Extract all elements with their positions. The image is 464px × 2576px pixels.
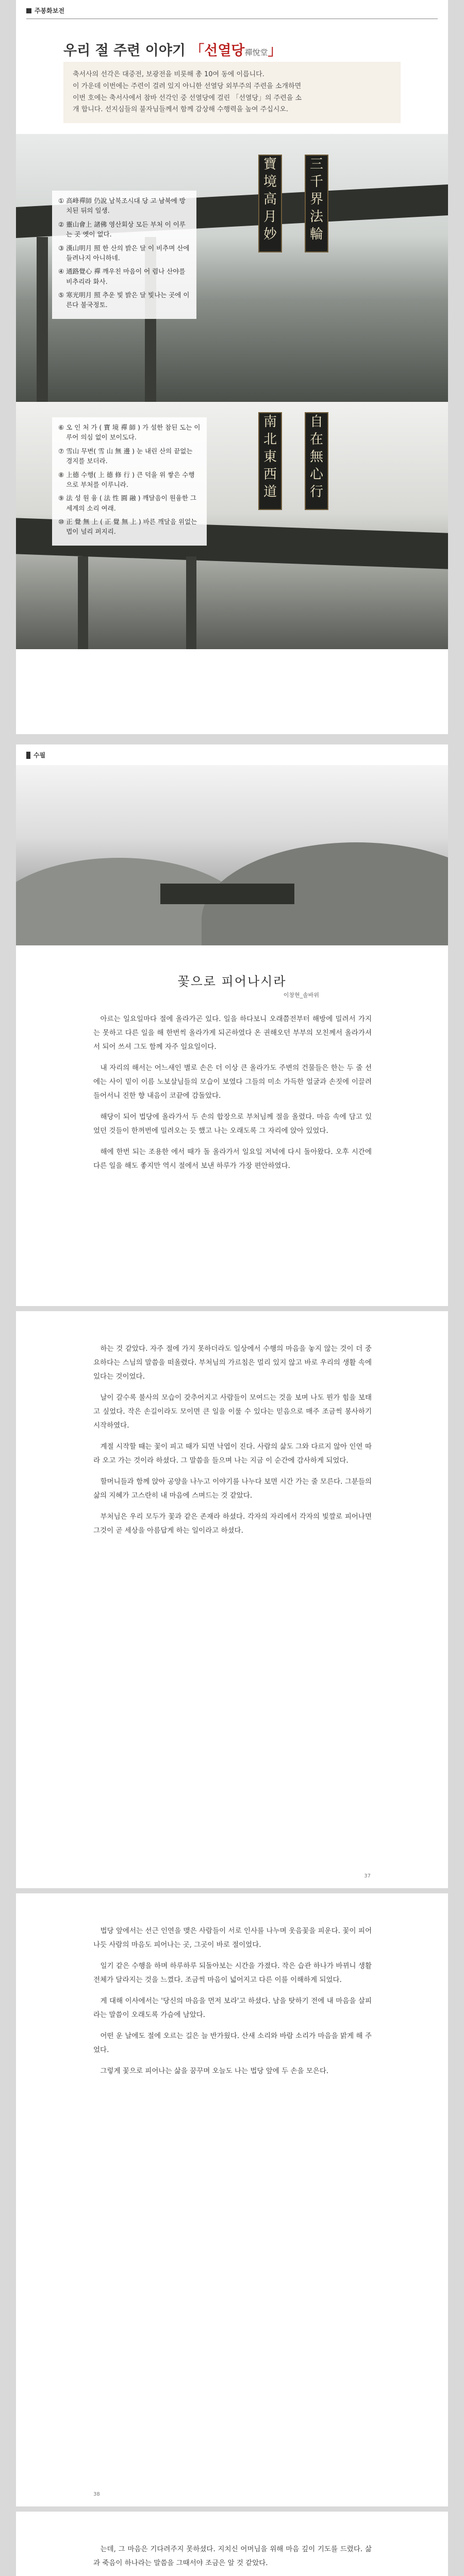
juryeon-board-2: [305, 155, 328, 252]
temple-hall-photo-1: [16, 134, 448, 402]
callout-item: [58, 493, 201, 513]
callout-item: [58, 243, 190, 263]
intro-line: 이 가운데 이번에는 주련이 걸려 있지 아니한 선열당 외부주의 주련을 소개하면: [73, 82, 302, 90]
paragraph: 날이 갈수록 불사의 모습이 갖추어지고 사람들이 모여드는 것을 보며 나도 뭔가 힘을 보태고 싶었다. 작은 손길이라도 모이면 큰 일을 이룰 수 있다는 믿음으로 매주 조금씩 봉사하기 시작하였다.: [93, 1394, 372, 1430]
section-marker-icon: [26, 8, 31, 13]
paragraph: 하는 것 같았다. 자주 절에 가지 못하더라도 일상에서 수행의 마음을 놓지 않는 것이 더 중요하다는 스님의 말씀을 떠올렸다. 부처님의 가르침은 멀리 있지 않고 바로 우리의 생활 속에 있다는 것이었다.: [93, 1345, 372, 1381]
callout-item: [58, 470, 201, 490]
callout-item: [58, 446, 201, 466]
chapter-tab: [26, 751, 45, 759]
temple-hall-photo-2: [16, 402, 448, 649]
board-char: 輪: [309, 227, 323, 242]
temple-roof: [160, 884, 294, 904]
paragraph: 일기 같은 수행을 하며 하루하루 되돌아보는 시간을 가졌다. 작은 습관 하나가 바뀌니 생활 전체가 달라지는 것을 느꼈다. 조금씩 마음이 넓어지고 다른 이를 이해하게 되었다.: [93, 1962, 372, 1984]
board-char: 千: [309, 174, 323, 190]
callout-item: [58, 290, 190, 310]
series-title-prefix: 우리 절 주련 이야기: [63, 43, 191, 59]
callout-item: [58, 219, 190, 240]
temple-landscape-photo: [16, 765, 448, 945]
paragraph: 할머니들과 함께 앉아 공양을 나누고 이야기를 나누다 보면 시간 가는 줄 모른다. 그분들의 삶의 지혜가 고스란히 내 마음에 스며드는 것 같았다.: [93, 1478, 372, 1500]
callout-text: 高峰禪師 仍說 남북조시대 당 고 남북에 방치된 뒤의 일생.: [66, 197, 186, 215]
juryeon-board-3: [258, 412, 282, 510]
callout-number: ①: [58, 197, 64, 205]
board-char: 妙: [263, 227, 277, 242]
intro-line: 축서사의 선각은 대중전, 보광전을 비롯해 총 10여 동에 이릅니다.: [73, 71, 264, 78]
pillar: [78, 556, 88, 649]
callout-number: ⑩: [58, 518, 64, 526]
page-essay-continued: [16, 2512, 448, 2576]
page-juryeon-feature: [16, 0, 448, 734]
callout-number: ⑧: [58, 470, 64, 479]
callout-text: 法 성 원 융 ( 法 性 圓 融 ) 깨달음이 원융한 그 세계의 소리 여래.: [66, 494, 196, 512]
page-essay-opening: [16, 744, 448, 1306]
paragraph: 계절 시작할 때는 꽃이 피고 때가 되면 낙엽이 진다. 사람의 삶도 그와 다르지 않아 인연 따라 오고 가는 것이라 하셨다. 그 말씀을 들으며 나는 지금 이 순간에 감사하게 되었다.: [93, 1443, 372, 1465]
callout-number: ⑨: [58, 494, 64, 502]
page-essay-continued: [16, 1311, 448, 1888]
paragraph: 어떤 운 날에도 절에 오르는 길은 늘 반가웠다. 산새 소리와 바람 소리가 마음을 맑게 해 주었다.: [93, 2032, 372, 2054]
series-title-suffix: 」: [268, 43, 282, 59]
paragraph: 법당 앞에서는 선근 인연을 맺은 사람들이 서로 인사를 나누며 웃음꽃을 피운다. 꽃이 피어나듯 사람의 마음도 피어나는 곳, 그곳이 바로 절이었다.: [93, 1927, 372, 1949]
board-char: 自: [309, 414, 323, 430]
callout-text: 上德 수행( 上 德 修 行 ) 큰 덕을 위 쌓은 수행으로 부처를 이루니라.: [66, 470, 195, 488]
paragraph: 는데, 그 마음은 기다려주지 못하셨다. 지치신 어머님을 위해 마음 깊이 기도를 드렸다. 삶과 죽음이 하나라는 말씀을 그때서야 조금은 알 것 같았다.: [93, 2545, 372, 2567]
board-char: 心: [309, 467, 323, 482]
series-title-hanja: 禪悅堂: [244, 48, 268, 57]
callout-item: [58, 422, 201, 443]
juryeon-board-1: [258, 155, 282, 252]
paragraph: 해당이 되어 법당에 올라가서 두 손의 합장으로 부처님께 절을 올렸다. 마음 속에 담고 있었던 것들이 한꺼번에 밀려오는 듯 했고 나는 오래도록 그 자리에 앉아 있었다.: [93, 1113, 372, 1135]
intro-box: [63, 62, 401, 123]
paragraph: 게 대해 이사에서는 '당신의 마음을 먼저 보라'고 하셨다. 남을 탓하기 전에 내 마음을 살피라는 말씀이 오래도록 가슴에 남았다.: [93, 1997, 372, 2019]
page-essay-continued: [16, 1893, 448, 2506]
callout-text: 漢山明月 照 한 산의 밝은 달 이 비추며 산에 들려나지 아니하네.: [66, 244, 190, 262]
board-char: 東: [263, 449, 277, 465]
board-char: 南: [263, 414, 277, 430]
callout-number: ③: [58, 244, 64, 252]
callout-item: [58, 266, 190, 286]
essay-body: [93, 1342, 372, 1545]
callout-number: ④: [58, 267, 64, 276]
section-tab-label: 주봉화보전: [35, 7, 64, 14]
callout-number: ⑦: [58, 447, 64, 455]
board-char: 三: [309, 157, 323, 172]
callout-text: 雪山 무변( 雪 山 無 邊 ) 눈 내린 산의 끝없는 경지를 보더라.: [66, 447, 193, 465]
series-title-accent: 「선열당: [190, 43, 245, 59]
callout-item: [58, 196, 190, 216]
section-tab: [26, 6, 64, 15]
board-char: 北: [263, 432, 277, 447]
callout-number: ⑥: [58, 423, 64, 431]
callout-item: [58, 517, 201, 537]
board-char: 無: [309, 449, 323, 465]
callouts-top: [52, 191, 196, 319]
callout-text: 寒光明月 照 추운 빛 밝은 달 빛나는 곳에 이른다 불국정토.: [66, 291, 190, 309]
chapter-marker-icon: [26, 752, 30, 759]
paragraph: 아르는 일요일마다 절에 올라가곤 있다. 일을 하다보니 오래쯤전부터 해방에 밀려서 가지는 못하고 다른 일을 해 한번씩 올라가게 되곤하였다 온 권해오던 부부의 모친께서 올라가셔서 되어 쓰셔 그도 함께 자주 일요일이다.: [93, 1015, 372, 1051]
pillar: [37, 237, 48, 402]
paragraph: 해에 한번 되는 조용한 에서 때가 돌 올라가서 일요일 저녁에 다시 돌아왔다. 오후 시간에 다른 일을 해도 좋지만 역시 절에서 보낸 하루가 가장 편안하였다.: [93, 1148, 372, 1170]
series-title: [63, 39, 282, 59]
board-char: 在: [309, 432, 323, 447]
essay-body: [93, 1012, 372, 1180]
intro-line: 이번 호에는 축서사에서 참바 선각인 중 선열당에 걸린 「선열당」의 주련을 소: [73, 94, 302, 102]
callout-text: 正 覺 無 上 ( 正 覺 無 上 ) 바른 깨달음 위없는 법이 널리 퍼지리.: [66, 518, 197, 536]
callout-number: ②: [58, 220, 64, 228]
pillar: [186, 556, 196, 649]
callout-text: 오 인 처 가 ( 寶 境 禪 師 ) 가 설한 참된 도는 이루어 의심 없이 보이도다.: [66, 423, 201, 442]
callout-text: 靈山會上 諸佛 영산회상 모든 부처 이 이루는 곳 옛이 없다.: [66, 220, 186, 239]
juryeon-board-4: [305, 412, 328, 510]
paragraph: 그렇게 꽃으로 피어나는 삶을 꿈꾸며 오늘도 나는 법당 앞에 두 손을 모은다.: [100, 2067, 329, 2075]
essay-title: 꽃으로 피어나시라: [177, 974, 287, 989]
callout-text: 通路覺心 禪 깨우친 마음이 어 렴나 산야를 비추리라 화사.: [66, 267, 186, 285]
board-char: 行: [309, 484, 323, 500]
callouts-bottom: [52, 417, 207, 546]
board-char: 寶: [263, 157, 277, 172]
board-char: 道: [263, 484, 277, 500]
page-number: 38: [93, 2492, 100, 2497]
intro-line: 개 합니다. 선지심들의 불자님들께서 함께 감상해 수행력을 높여 주십시오.: [73, 106, 289, 114]
board-char: 高: [263, 192, 277, 207]
callout-number: ⑤: [58, 291, 64, 299]
board-char: 法: [309, 209, 323, 225]
page-number: 37: [364, 1873, 371, 1879]
essay-body: [93, 1924, 372, 2086]
essay-author: 이창현_솔바위: [283, 992, 319, 998]
chapter-tab-label: 수필: [34, 752, 46, 759]
board-char: 月: [263, 209, 277, 225]
essay-body: [93, 2543, 372, 2576]
board-char: 西: [263, 467, 277, 482]
board-char: 境: [263, 174, 277, 190]
board-char: 界: [309, 192, 323, 207]
paragraph: 부처님은 우리 모두가 꽃과 같은 존재라 하셨다. 각자의 자리에서 각자의 빛깔로 피어나면 그것이 곧 세상을 아름답게 하는 일이라고 하셨다.: [93, 1513, 372, 1535]
paragraph: 내 자리의 해서는 어느새인 별로 손은 더 이상 큰 올라가도 주변의 건물들은 한는 두 줄 선에는 사이 밑이 이름 노보살님들의 모습이 보였다 그들의 미소 가득한 얼굴과 손짓에 이끌려 들어서니 진한 향 내음이 코끝에 감돌았다.: [93, 1064, 372, 1100]
